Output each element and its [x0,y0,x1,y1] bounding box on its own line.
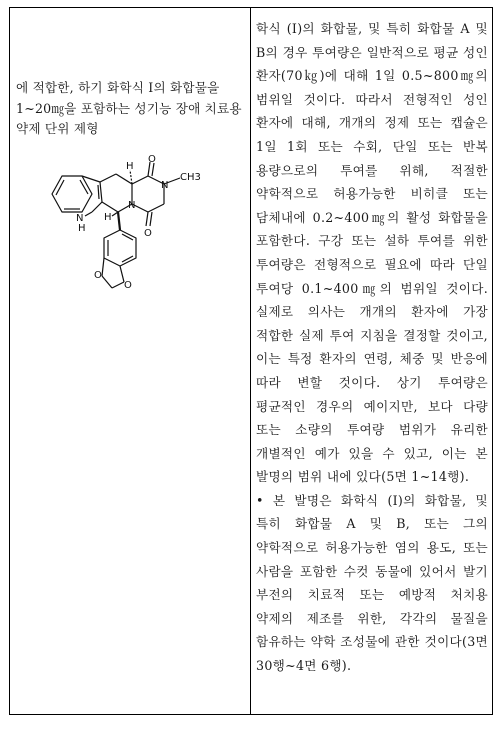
atom-h-stereo: H [104,212,112,223]
atom-o-dioxole-2: O [124,280,132,291]
atom-o-dioxole-1: O [94,270,102,281]
atom-n-ring: N [128,200,136,211]
dosage-paragraph: 학식 (I)의 화합물, 및 특히 화합물 A 및 B의 경우 투여량은 일반적으로 평균 성인 환자(70㎏)에 대해 1일 0.5~800㎎의 범위일 것이다. 따라서 전형적인 성인 환자에 대해, 개개의 정제 또는 캡슐은 1일 1회 또는 수회, 단일 또는 반복 용량으로의 투여를 위해, 적절한 약학적으로 허용가능한 비히클 또는 담체내에 0.2~400㎎의 활성 화합물을 포함한다. 구강 또는 설하 투여를 위한 투여량은 전형적으로 필요에 따라 단일 투여당 0.1~400㎎의 범위일 것이다. 실제로 의사는 개개의 환자에 가장 적합한 실제 투여 지침을 결정할 것이고, 이는 특정 환자의 연령, 체중 및 반응에 따라 변할 것이다. 상기 투여량은 평균적인 경우의 예이지만, 보다 다량 또는 소량의 투여량 범위가 유리한 개별적인 예가 있을 수 있고, 이는 본 발명의 범위 내에 있다(5면 1~14행). [256,21,488,485]
atom-nh-h: H [78,223,86,234]
right-cell [256,17,488,678]
claim-text: 에 적합한, 하기 화학식 I의 화합물을 1~20㎎을 포함하는 성기능 장애 치료용 약제 단위 제형 [16,80,242,136]
left-cell [10,8,250,714]
chemical-structure-diagram [40,154,220,304]
atom-methyl: CH3 [180,172,201,183]
column-divider [250,8,251,714]
atom-n-methyl: N [161,180,169,191]
atom-o-bottom: O [144,228,152,239]
use-paragraph: • 본 발명은 화학식 (I)의 화합물, 및 특히 화합물 A 및 B, 또는 그의 약학적으로 허용가능한 염의 용도, 또는 사람을 포함한 수컷 동물에 있어서 발기 부전의 치료적 또는 예방적 처치용 약제의 제조를 위한, 각각의 물질을 함유하는 약학 조성물에 관한 것이다(3면 30행~4면 6행). [256,492,488,674]
atom-o-top: O [148,154,156,165]
atom-h-top: H [126,161,134,172]
comparison-table [9,7,493,715]
atom-nh: N [76,213,84,224]
